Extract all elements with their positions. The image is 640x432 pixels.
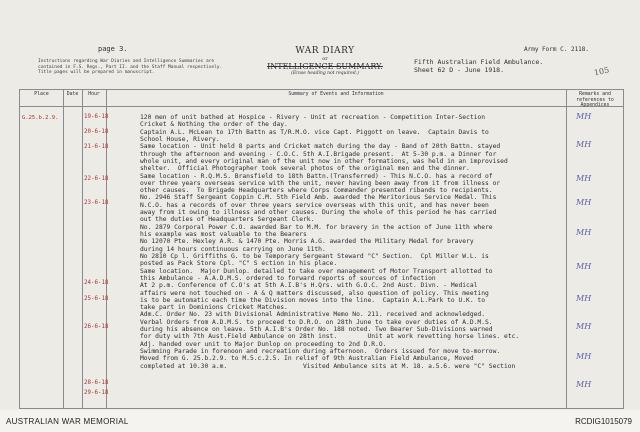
record-id: RCDIG1015079 xyxy=(575,417,632,426)
summary-line: shelter. Official Photographer took several photos of the original men and the dinner. xyxy=(140,165,470,173)
summary-line: Adm.C. Order No. 23 with Divisional Administrative Memo No. 211. received and acknowledged. xyxy=(140,311,485,319)
summary-line: affairs were not touched on - A & Q matters discussed, also question of policy. This meeting xyxy=(140,289,489,297)
summary-line: Verbal Orders from A.D.M.S. to proceed to D.R.O. on 28th June to take over duties of A.D.M.S. xyxy=(140,318,493,326)
initials-mark: MH xyxy=(576,198,592,207)
summary-line: No 12070 Pte. Hexley A.R. & 1470 Pte. Morris A.G. awarded the Military Medal for bravery xyxy=(140,238,474,246)
army-form-label: Army Form C. 2118. xyxy=(524,46,590,53)
struck-title: INTELLIGENCE SUMMARY. xyxy=(267,62,383,71)
date-entry: 29-6-18 xyxy=(84,390,109,396)
summary-line: over three years overseas service with the unit, never having been away from it from illness or xyxy=(140,179,501,187)
summary-line: Swimming Parade in forenoon and recreation during afternoon. Orders issued for move to-morrow. xyxy=(140,348,501,355)
date-entry: 23-6-18 xyxy=(84,200,109,206)
summary-line: N.C.O. has a records of over three years service overseas with this unit, and has never been xyxy=(140,201,489,209)
date-entry: 28-6-18 xyxy=(84,380,109,386)
summary-line: No. 2946 Staff Sergeant Coppin C.M. 5th Field Amb. awarded the Meritorious Service Medal. This xyxy=(140,194,497,202)
summary-line: No 2810 Cp l. Griffiths G. to be Temporary Sergeant Steward "C" Section. Cpl Miller W.L. is xyxy=(140,252,489,260)
diary-title: WAR DIARY xyxy=(295,46,355,56)
title-or: or xyxy=(322,56,328,62)
initials-mark: MH xyxy=(576,140,592,149)
summary-line: Captain A.L. McLean to 17th Battn as T/R.M.O. vice Capt. Piggott on leave. Captain Davis to xyxy=(140,128,489,136)
initials-mark: MH xyxy=(576,352,592,361)
summary-line: No. 2879 Corporal Power C.O. awarded Bar to M.M. for bravery in the action of June 11th where xyxy=(140,223,493,231)
unit-block xyxy=(414,58,543,74)
col-remarks: Remarks and references to Appendices xyxy=(576,92,614,108)
page-stamp: 105 xyxy=(593,65,611,78)
summary-line: Same location. Major Dunlop. detailed to take over management of Motor Transport allotted to xyxy=(140,267,493,275)
instructions-note: Instructions regarding War Diaries and Intelligence Summaries are contained in F.S. Regs., Part II. and the Staff Manual respectively. Title pages will be prepared in manuscript. xyxy=(38,59,223,75)
summary-line: Same location - Unit held 8 parts and Cricket match during the day - Band of 20th Battn. stayed xyxy=(140,143,501,151)
archive-footer xyxy=(0,410,640,432)
summary-line: whole unit, and every original man of the unit now in other formations, was held in an improvised xyxy=(140,157,508,165)
summary-line: posted as Pack Store Cpl. "C" S ection in his place. xyxy=(140,260,338,268)
initials-mark: MH xyxy=(576,112,592,121)
date-entry: 22-6-18 xyxy=(84,176,109,182)
summary-line: his example was most valuable to the Bearers xyxy=(140,231,307,238)
initials-mark: MH xyxy=(576,174,592,183)
date-entry: 26-6-18 xyxy=(84,324,109,330)
summary-line: take part in Dominions Cricket Matches. xyxy=(140,304,288,312)
summary-line: during 14 hours continuous carrying on June 11th. xyxy=(140,245,326,253)
sheet-ref: Sheet 62 D - June 1918. xyxy=(414,66,505,74)
summary-line: At 2 p.m. Conference of C.O's at 5th A.I.B's H.Qrs. with G.O.C. 2nd Aust. Divn. - Medical xyxy=(140,282,478,290)
erase-note: (Erase heading not required.) xyxy=(291,71,359,76)
unit-name: Fifth Australian Field Ambulance. xyxy=(414,58,544,66)
summary-line: this Ambulance - A.A.D.M.S. ordered to forward reports of sources of infection xyxy=(140,274,436,282)
summary-line: out the duties of Headquarters Sergeant Clerk. xyxy=(140,216,315,224)
summary-line: through the afternoon and evening - C.O.C. 5th A.I.Brigade present. At 5-30 p.m. a Dinner for xyxy=(140,150,497,158)
date-entry: 25-6-18 xyxy=(84,296,109,302)
date-entry: 20-6-18 xyxy=(84,129,109,135)
initials-mark: MH xyxy=(576,228,592,237)
col-place: Place xyxy=(34,92,49,97)
col-summary: Summary of Events and Information xyxy=(288,92,384,97)
summary-line: School House, Rivery. xyxy=(140,135,220,143)
summary-line: Adj. handed over unit to Major Dunlop on proceeding to 2nd D.R.O. xyxy=(140,340,387,348)
summary-text xyxy=(140,114,560,370)
summary-line: other causes. To Brigade Headquarters where Corps Commander presented ribands to recipients. xyxy=(140,187,493,195)
institution-label: AUSTRALIAN WAR MEMORIAL xyxy=(6,417,129,426)
col-hour: Hour xyxy=(88,92,100,97)
place-entry: G.25.b.2.9. xyxy=(22,115,59,121)
initials-mark: MH xyxy=(576,322,592,331)
summary-line: for duty with 7th Aust.Field Ambulance on 28th inst. Unit at work revetting horse lines. etc. xyxy=(140,333,520,341)
page-label: page 3. xyxy=(98,45,128,53)
summary-line: 120 men of unit bathed at Hospice - Rivery - Unit at recreation - Competition Inter-Section xyxy=(140,114,485,121)
title-block xyxy=(250,46,400,76)
summary-line: Cricket & Nothing the order of the day. xyxy=(140,121,288,129)
initials-mark: MH xyxy=(576,294,592,303)
summary-line: completed at 10.30 a.m. Visited Ambulance sits at M. 18. a.5.6. were "C" Section xyxy=(140,362,516,370)
date-entry: 21-6-18 xyxy=(84,144,109,150)
date-entry: 19-6-18 xyxy=(84,114,109,120)
summary-line: is to be automatic each time the Division moves into the line. Captain A.L.Park to U.K. to xyxy=(140,296,485,304)
summary-line: Same location - R.Q.M.S. Bransfield to 18th Battn.(Transferred) - This N.C.O. has a record of xyxy=(140,172,493,180)
summary-line: during his absence on leave. 5th A.I.B's Order No. 188 noted. Two Bearer Sub-Divisions warned xyxy=(140,326,493,334)
col-date: Date xyxy=(66,92,79,97)
date-entry: 24-6-18 xyxy=(84,280,109,286)
summary-line: Moved from G. 25.b.2.9. to M.5.c.2.5. In relief of 9th Australian Field Ambulance, Moved xyxy=(140,355,474,363)
initials-mark: MH xyxy=(576,262,592,271)
initials-mark: MH xyxy=(576,380,592,389)
summary-line: away from it owing to illness and other causes. During the whole of this period he has carried xyxy=(140,209,497,217)
